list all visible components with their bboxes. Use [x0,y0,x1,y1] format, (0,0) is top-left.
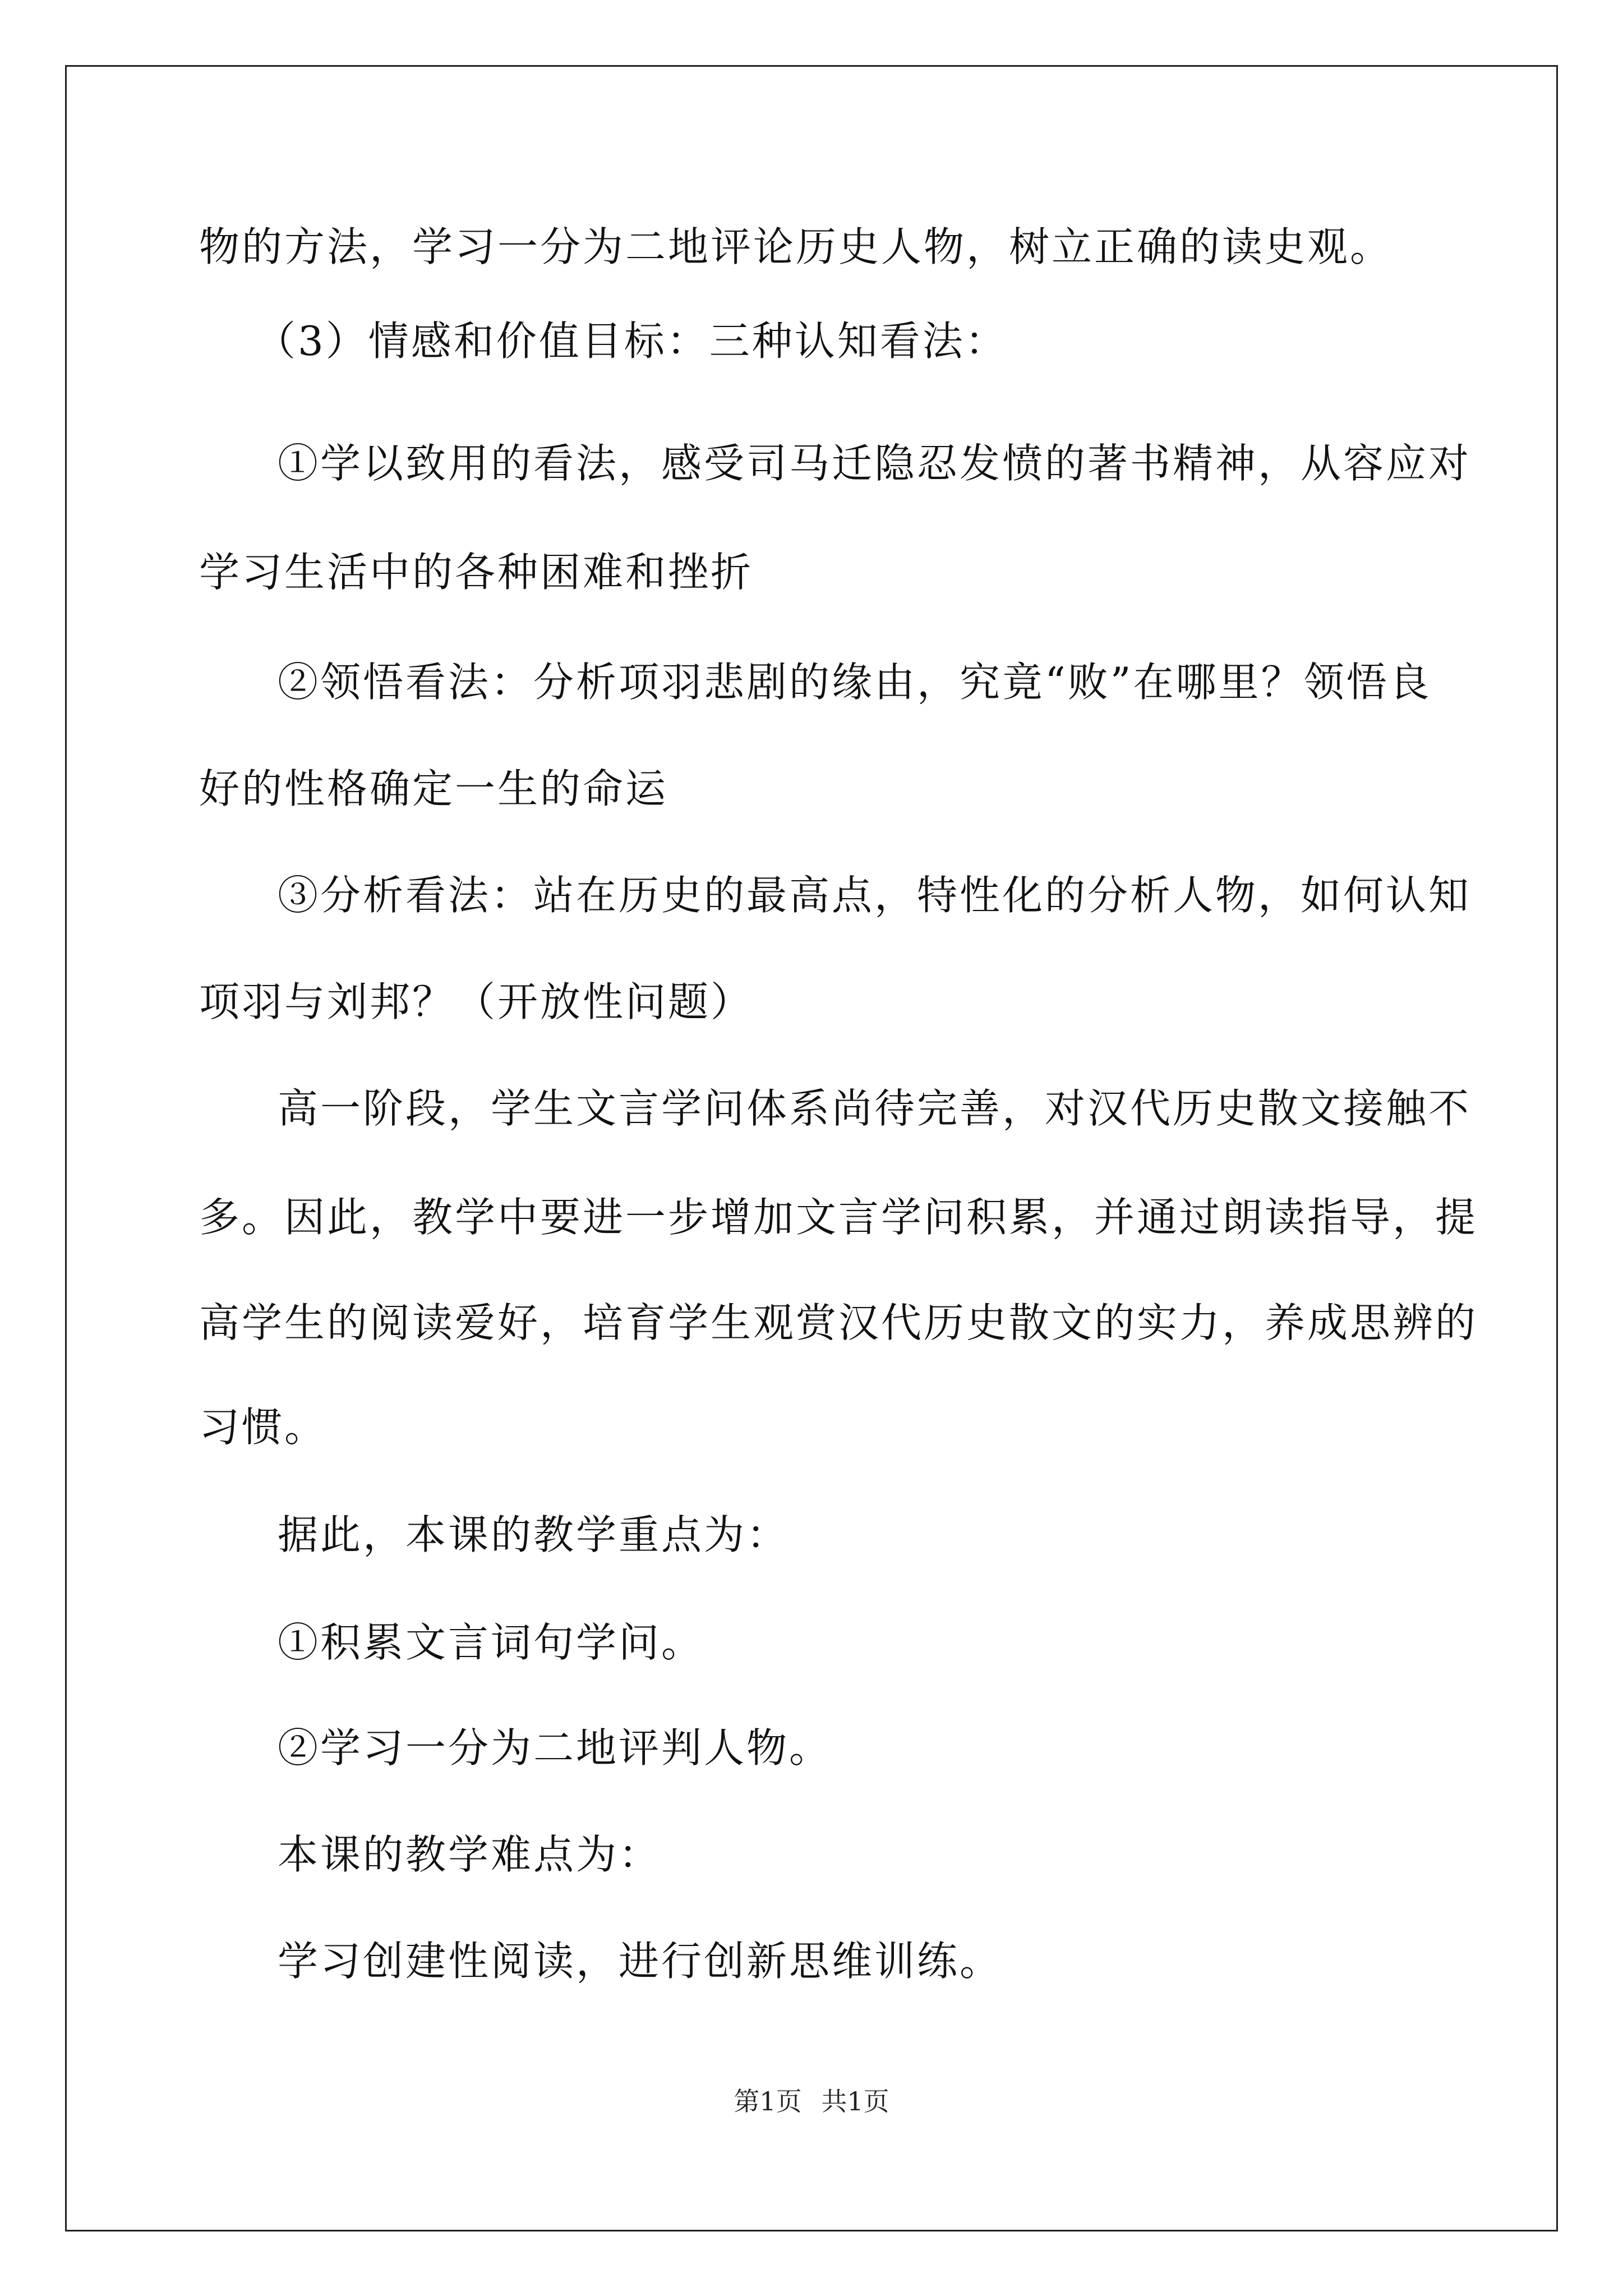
text-line-6: 好的性格确定一生的命运 [199,765,668,812]
page-number-total: 共1页 [821,2086,889,2116]
text-line-5: ②领悟看法：分析项羽悲剧的缘由，究竟“败”在哪里？领悟良 [278,659,1432,706]
text-line-1: 物的方法，学习一分为二地评论历史人物，树立正确的读史观。 [199,223,1393,270]
text-line-13: 据此，本课的教学重点为： [278,1511,790,1558]
text-line-2: （3）情感和价值目标：三种认知看法： [255,318,1008,365]
text-line-10: 多。因此，教学中要进一步增加文言学问积累，并通过朗读指导，提 [199,1194,1478,1241]
text-line-9: 高一阶段，学生文言学问体系尚待完善，对汉代历史散文接触不 [278,1085,1472,1132]
text-line-15: ②学习一分为二地评判人物。 [278,1724,832,1772]
page-footer [0,2086,1623,2117]
text-line-14: ①积累文言词句学问。 [278,1619,704,1666]
text-line-3: ①学以致用的看法，感受司马迁隐忍发愤的著书精神，从容应对 [278,440,1472,487]
text-line-12: 习惯。 [199,1404,328,1451]
text-line-7: ③分析看法：站在历史的最高点，特性化的分析人物，如何认知 [278,872,1472,919]
text-line-8: 项羽与刘邦？（开放性问题） [199,978,754,1025]
page-number-current: 第1页 [734,2086,802,2116]
page-border [65,65,1558,2231]
text-line-17: 学习创建性阅读，进行创新思维训练。 [278,1938,1003,1985]
text-line-4: 学习生活中的各种困难和挫折 [199,549,754,596]
text-line-16: 本课的教学难点为： [278,1831,662,1878]
text-line-11: 高学生的阅读爱好，培育学生观赏汉代历史散文的实力，养成思辨的 [199,1299,1478,1346]
